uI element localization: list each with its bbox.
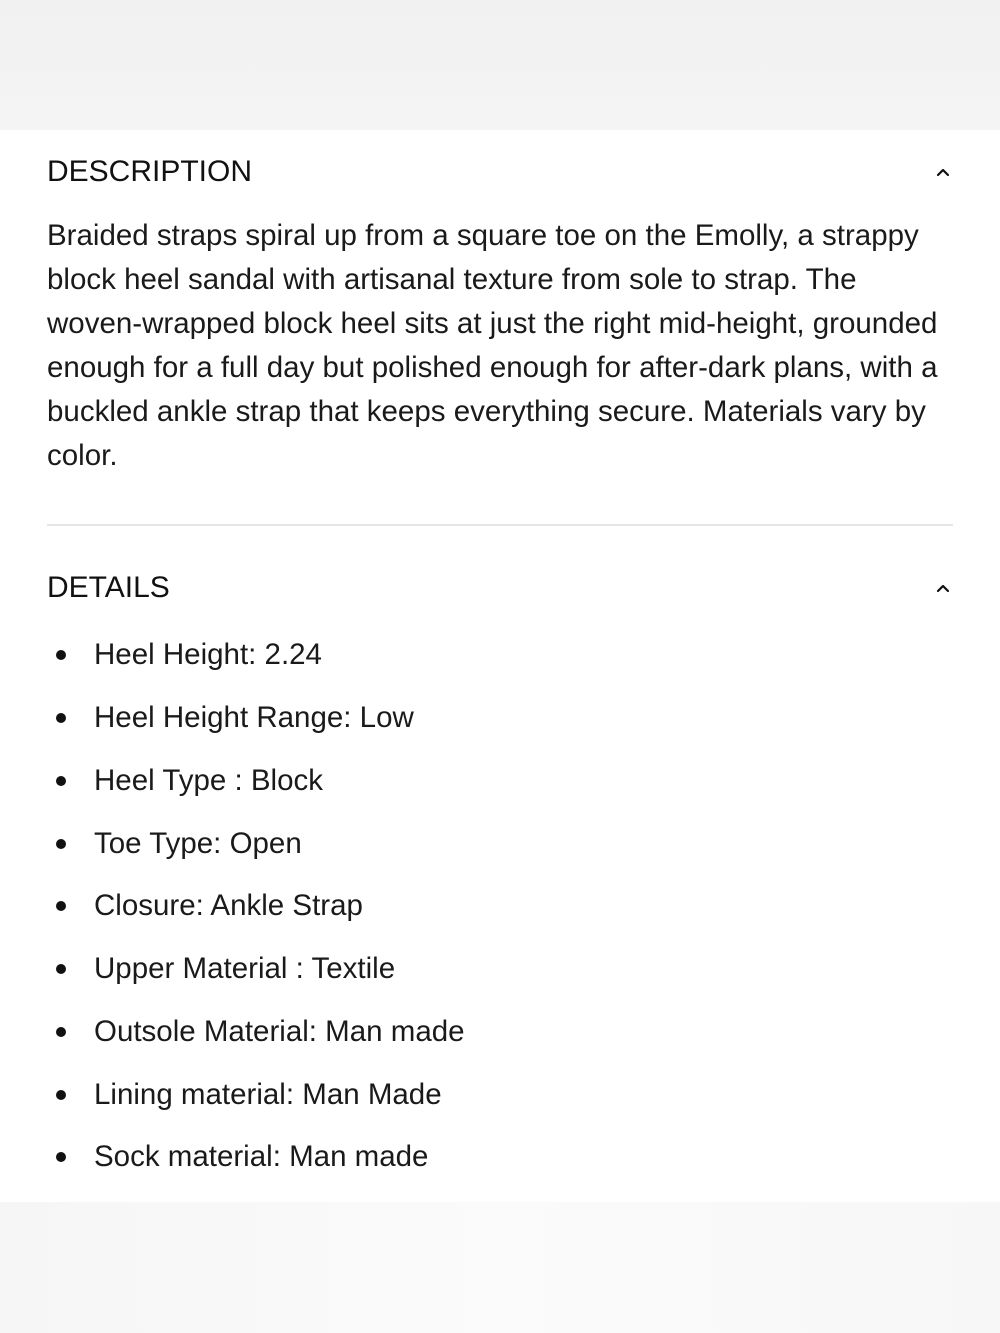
bottom-background bbox=[0, 1202, 1000, 1333]
bullet-icon bbox=[56, 1152, 66, 1162]
description-header[interactable] bbox=[47, 152, 953, 192]
top-background bbox=[0, 0, 1000, 130]
bullet-icon bbox=[56, 964, 66, 974]
chevron-up-icon[interactable] bbox=[933, 162, 953, 182]
bullet-icon bbox=[56, 1027, 66, 1037]
detail-text: Outsole Material: Man made bbox=[94, 1014, 465, 1048]
detail-text: Heel Type : Block bbox=[94, 763, 324, 797]
details-title: DETAILS bbox=[47, 571, 170, 604]
list-item bbox=[47, 812, 953, 875]
list-item bbox=[47, 687, 953, 750]
details-header[interactable] bbox=[47, 568, 953, 608]
bullet-icon bbox=[56, 901, 66, 911]
bullet-icon bbox=[56, 839, 66, 849]
bullet-icon bbox=[56, 776, 66, 786]
detail-text: Sock material: Man made bbox=[94, 1140, 429, 1174]
detail-text: Upper Material : Textile bbox=[94, 952, 396, 986]
list-item bbox=[47, 1126, 953, 1189]
detail-text: Closure: Ankle Strap bbox=[94, 889, 363, 923]
bullet-icon bbox=[56, 713, 66, 723]
detail-text: Heel Height Range: Low bbox=[94, 701, 414, 735]
chevron-up-icon[interactable] bbox=[933, 578, 953, 598]
detail-text: Lining material: Man Made bbox=[94, 1077, 442, 1111]
list-item bbox=[47, 1001, 953, 1064]
section-divider bbox=[47, 524, 953, 526]
detail-text: Heel Height: 2.24 bbox=[94, 638, 322, 672]
list-item bbox=[47, 624, 953, 687]
list-item bbox=[47, 1063, 953, 1126]
list-item bbox=[47, 875, 953, 938]
bullet-icon bbox=[56, 650, 66, 660]
bullet-icon bbox=[56, 1090, 66, 1100]
list-item bbox=[47, 938, 953, 1001]
details-list bbox=[47, 624, 953, 1189]
detail-text: Toe Type: Open bbox=[94, 826, 302, 860]
list-item bbox=[47, 750, 953, 813]
description-title: DESCRIPTION bbox=[47, 155, 253, 188]
description-text: Braided straps spiral up from a square toe on the Emolly, a strappy block heel sandal with artisanal texture from sole to strap. The woven-wrapped block heel sits at just the right mid-height, grounded enough for a full day but polished enough for after-dark plans, with a buckled ankle strap that keeps everything secure. Materials vary by color. bbox=[47, 219, 938, 472]
